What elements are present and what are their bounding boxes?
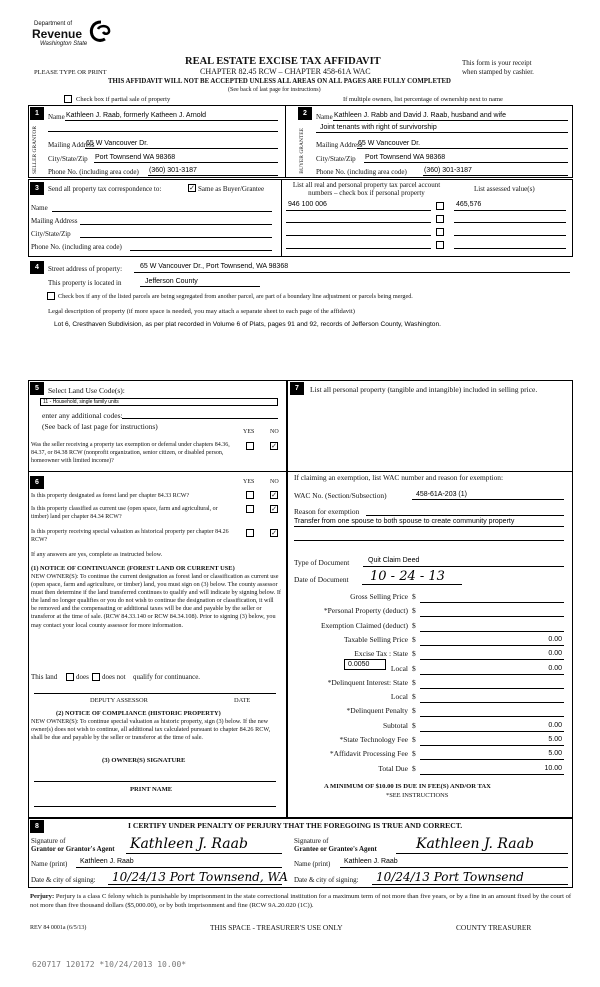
grantee-mailing-value[interactable]: 65 W Vancouver Dr. xyxy=(358,140,421,147)
fee-row xyxy=(296,721,564,732)
fee-row xyxy=(296,764,564,775)
same-as-buyer-label: Same as Buyer/Grantee xyxy=(198,185,265,193)
fee-label: Subtotal xyxy=(382,720,408,730)
s6-if-yes: If any answers are yes, complete as instructed below. xyxy=(31,551,163,558)
dollar-sign: $ xyxy=(412,663,416,673)
fee-field[interactable] xyxy=(420,774,564,775)
doc-date-line xyxy=(362,584,462,585)
fee-field[interactable] xyxy=(420,602,564,603)
section-6-badge: 6 xyxy=(30,476,44,489)
deputy-date-label: DATE xyxy=(234,697,251,704)
section-8-badge: 8 xyxy=(30,820,44,833)
s5-yes-header: YES xyxy=(243,429,255,435)
parcel-4-personal-checkbox[interactable] xyxy=(436,241,444,249)
dollar-sign: $ xyxy=(412,620,416,630)
reason-line-3 xyxy=(294,540,564,541)
s6-no-header: NO xyxy=(270,479,279,485)
dollar-sign: $ xyxy=(412,749,416,759)
parcel-3-line xyxy=(286,235,431,236)
fee-field[interactable] xyxy=(420,759,564,760)
fee-field[interactable] xyxy=(420,674,564,675)
print-name-label: PRINT NAME xyxy=(130,786,173,793)
dollar-sign: $ xyxy=(412,706,416,716)
fee-row xyxy=(296,749,564,760)
fee-value: 10.00 xyxy=(544,764,562,772)
s6-forest-yes[interactable] xyxy=(246,491,254,499)
local-rate-box[interactable] xyxy=(344,659,386,670)
perjury-text: Perjury is a class C felony which is punishable by imprisonment in the state correctional institution for a maximum term of not more than five years, or by a fine in an amount fixed by the court of not more than five thousand dollars ($5,000.00), or by both imprisonment and fine (RCW 9A.20.020 (1C)). xyxy=(30,893,572,909)
located-in-label: This property is located in xyxy=(48,279,122,287)
land-use-selected: 11 - Household, single family units xyxy=(43,399,119,405)
s6-notice1-title: (1) NOTICE OF CONTINUANCE (FOREST LAND OR CURRENT USE) xyxy=(31,565,235,572)
additional-codes-line xyxy=(122,418,278,419)
grantor-phone-line xyxy=(148,175,278,176)
seller-grantor-label: SELLER GRANTOR xyxy=(32,126,38,175)
section-5-badge: 5 xyxy=(30,382,44,395)
s6-current-use-no[interactable]: ✓ xyxy=(271,505,277,513)
s3-phone-label: Phone No. (including area code) xyxy=(31,243,122,251)
street-address-line xyxy=(134,272,570,273)
see-back-line: (See back of last page for instructions) xyxy=(228,87,321,93)
fee-label: Excise Tax : State xyxy=(354,649,408,659)
s3-city-label: City/State/Zip xyxy=(31,230,71,238)
grantor-date-label: Date & city of signing: xyxy=(31,876,96,884)
grantor-name-value[interactable]: Kathleen J. Raab, formerly Katheen J. Arnold xyxy=(66,112,207,119)
dor-swirl-icon xyxy=(88,20,114,44)
fee-label: *State Technology Fee xyxy=(339,735,408,744)
grantee-sig-label-2: Grantee or Grantee's Agent xyxy=(294,845,377,853)
fee-row xyxy=(296,735,564,746)
s6-notice1-body: NEW OWNER(S): To continue the current designation as forest land or classification as current use (open space, farm and agriculture, or timber) land, you must sign on (3) below. The county assessor must then determine if the land transferred continues to qualify and will indicate by signing below. If the land no longer qualifies or you do not wish to continue the designation or classification, it will be removed and the compensating or additional taxes will be due and payable by the seller or transferor at the time of sale. (RCW 84.33.140 or RCW 84.34.108). Prior to signing (3) below, you may contact your local county assessor for more information. xyxy=(31,573,281,629)
grantor-mailing-value[interactable]: 65 W Vancouver Dr. xyxy=(86,140,149,147)
wac-label: WAC No. (Section/Subsection) xyxy=(294,491,387,500)
section-7-badge: 7 xyxy=(290,382,304,395)
grantee-sig-label-1: Signature of xyxy=(294,837,329,845)
exemption-label: If claiming an exemption, list WAC number and reason for exemption: xyxy=(294,473,504,482)
grantee-name-value[interactable]: Kathleen J. Rabb and David J. Raab, husband and wife xyxy=(334,112,507,119)
fee-label: *Delinquent Penalty xyxy=(346,706,408,716)
grantee-name-print[interactable]: Kathleen J. Raab xyxy=(344,858,398,865)
owner-signature-label: (3) OWNER(S) SIGNATURE xyxy=(102,757,186,764)
s3-mailing-line xyxy=(80,224,272,225)
fee-field[interactable] xyxy=(420,745,564,746)
fee-value: 0.00 xyxy=(548,650,562,658)
section-1-badge: 1 xyxy=(30,107,44,120)
certify-line: I CERTIFY UNDER PENALTY OF PERJURY THAT THE FOREGOING IS TRUE AND CORRECT. xyxy=(128,821,463,830)
fee-row xyxy=(296,692,564,703)
wac-line xyxy=(412,499,564,500)
grantor-sig-line xyxy=(126,853,282,854)
doc-type-label: Type of Document xyxy=(294,558,350,567)
s3-phone-line xyxy=(130,250,272,251)
grantee-name-value-2[interactable]: Joint tenants with right of survivorship xyxy=(320,124,437,131)
same-as-buyer-checkbox[interactable]: ✓ xyxy=(189,184,195,192)
grantor-city-value[interactable]: Port Townsend WA 98368 xyxy=(95,154,176,161)
section-4-badge: 4 xyxy=(30,261,44,274)
partial-sale-label: Check box if partial sale of property xyxy=(76,96,171,103)
s5-see-back: (See back of last page for instructions) xyxy=(42,422,158,431)
print-note: PLEASE TYPE OR PRINT xyxy=(34,69,107,76)
assessed-1-value[interactable]: 465,576 xyxy=(456,201,482,208)
deputy-sig-line xyxy=(34,693,276,694)
fee-value: 5.00 xyxy=(548,750,562,758)
owner-sig-line xyxy=(34,781,276,782)
grantee-city-value[interactable]: Port Townsend WA 98368 xyxy=(365,154,446,161)
grantor-signature[interactable]: Kathleen J. Raab xyxy=(130,836,248,852)
dollar-sign: $ xyxy=(412,735,416,744)
grantor-sig-label-2: Grantor or Grantor's Agent xyxy=(31,845,115,853)
parcel-2-line xyxy=(286,222,431,223)
reason-line-2 xyxy=(294,526,564,527)
fee-value: 0.00 xyxy=(548,721,562,729)
grantee-mailing-line xyxy=(357,148,568,149)
s5-exemption-question: Was the seller receiving a property tax exemption or deferral under chapters 84.36, 84.37, or 84.38 RCW (nonprofit organization, senior citizen, or disabled person, homeowner with limited income)? xyxy=(31,442,230,464)
warning-line: THIS AFFIDAVIT WILL NOT BE ACCEPTED UNLESS ALL AREAS ON ALL PAGES ARE FULLY COMPLETED xyxy=(108,78,451,85)
treasurer-space: THIS SPACE - TREASURER'S USE ONLY xyxy=(210,923,343,932)
grantee-phone-line xyxy=(423,175,568,176)
receipt-line-2: when stamped by cashier. xyxy=(462,68,534,76)
buyer-grantee-label: BUYER GRANTEE xyxy=(299,128,305,174)
grantee-phone-label: Phone No. (including area code) xyxy=(316,168,407,176)
fee-row xyxy=(296,706,564,717)
assessed-header: List assessed value(s) xyxy=(474,185,535,193)
legal-description-value[interactable]: Lot 6, Cresthaven Subdivision, as per plat recorded in Volume 6 of Plats, pages 91 and 92, records of Jefferson County, Washington. xyxy=(54,321,441,328)
fee-field[interactable] xyxy=(420,631,564,632)
grantee-date-city[interactable]: 10/24/13 Port Townsend xyxy=(376,870,524,884)
fee-field[interactable] xyxy=(420,645,564,646)
fee-row xyxy=(296,635,564,646)
grantor-name-label: Name xyxy=(48,113,65,121)
parcel-2-personal-checkbox[interactable] xyxy=(436,215,444,223)
dollar-sign: $ xyxy=(412,606,416,616)
wac-value[interactable]: 458-61A-203 (1) xyxy=(416,491,467,498)
land-does-not-label: does not xyxy=(102,673,126,681)
fee-label: Exemption Claimed (deduct) xyxy=(320,620,408,630)
fee-field[interactable] xyxy=(420,702,564,703)
s3-name-label: Name xyxy=(31,204,48,212)
grantee-sig-line xyxy=(396,853,568,854)
grantor-name-print-label: Name (print) xyxy=(31,860,68,868)
s6-yes-header: YES xyxy=(243,479,255,485)
grantor-mailing-line xyxy=(85,148,278,149)
doc-date-value[interactable]: 10 - 24 - 13 xyxy=(370,569,445,584)
send-correspondence-label: Send all property tax correspondence to: xyxy=(48,185,162,193)
county-treasurer: COUNTY TREASURER xyxy=(456,923,532,932)
assessed-3-line xyxy=(454,235,566,236)
parcel-1-value[interactable]: 946 100 006 xyxy=(288,201,327,208)
fee-row xyxy=(296,678,564,689)
grantor-name-print-line xyxy=(76,867,282,868)
reason-value[interactable]: Transfer from one spouse to both spouse to create community property xyxy=(294,518,515,525)
dollar-sign: $ xyxy=(412,692,416,702)
fee-field[interactable] xyxy=(420,659,564,660)
print-name-line xyxy=(34,806,276,807)
fee-row xyxy=(296,592,564,603)
fee-row xyxy=(296,621,564,632)
located-in-line xyxy=(140,286,260,287)
fee-label: Total Due xyxy=(378,763,408,773)
parcel-header: List all real and personal property tax parcel account numbers – check box if personal property xyxy=(292,181,441,197)
s6-forest-no[interactable]: ✓ xyxy=(271,491,277,499)
fee-value: 0.00 xyxy=(548,635,562,643)
s6-historic-no[interactable]: ✓ xyxy=(271,529,277,537)
grantee-phone-value[interactable]: (360) 301-3187 xyxy=(424,167,472,174)
dollar-sign: $ xyxy=(412,677,416,687)
grantee-name-line-2 xyxy=(316,132,568,133)
segregated-checkbox[interactable] xyxy=(47,292,55,300)
grantor-name-print[interactable]: Kathleen J. Raab xyxy=(80,858,134,865)
minimum-fee-note: A MINIMUM OF $10.00 IS DUE IN FEE(S) AND/OR TAX xyxy=(324,783,491,790)
grantor-sig-label-1: Signature of xyxy=(31,837,66,845)
fee-label: *Personal Property (deduct) xyxy=(323,606,408,616)
chapter-line: CHAPTER 82.45 RCW – CHAPTER 458-61A WAC xyxy=(200,67,371,76)
segregated-label: Check box if any of the listed parcels are being segregated from another parcel, are part of a boundary line adjustment or parcels being merged. xyxy=(58,293,413,300)
s6-historic-question: Is this property receiving special valuation as historical property per chapter 84.26 RCW? xyxy=(31,529,229,543)
fee-label: Gross Selling Price xyxy=(350,592,408,601)
fee-row xyxy=(296,664,564,675)
grantor-city-label: City/State/Zip xyxy=(48,155,88,163)
street-address-value[interactable]: 65 W Vancouver Dr., Port Townsend, WA 98368 xyxy=(140,263,289,270)
multiple-owners-note: If multiple owners, list percentage of ownership next to name xyxy=(343,96,503,103)
grantee-name-print-label: Name (print) xyxy=(294,860,331,868)
grantee-name-print-line xyxy=(340,867,568,868)
dollar-sign: $ xyxy=(412,634,416,644)
parcel-1-personal-checkbox[interactable] xyxy=(436,202,444,210)
parcel-1-line xyxy=(286,210,431,211)
land-does-not-checkbox[interactable] xyxy=(92,673,100,681)
assessed-1-line xyxy=(454,210,566,211)
form-title: REAL ESTATE EXCISE TAX AFFIDAVIT xyxy=(185,56,381,67)
land-does-label: does xyxy=(76,673,89,681)
dollar-sign: $ xyxy=(412,720,416,730)
dollar-sign: $ xyxy=(412,592,416,601)
personal-property-label: List all personal property (tangible and intangible) included in selling price. xyxy=(310,385,538,394)
grantor-name-line-2 xyxy=(48,131,278,132)
washington-state-text: Washington State xyxy=(40,41,88,47)
land-use-label: Select Land Use Code(s): xyxy=(48,386,125,395)
grantor-name-line xyxy=(65,120,278,121)
reason-line xyxy=(366,515,564,516)
dept-of-text: Department of xyxy=(34,21,73,27)
land-does-checkbox[interactable] xyxy=(66,673,74,681)
fee-field[interactable] xyxy=(420,616,564,617)
fee-value: 0.00 xyxy=(548,664,562,672)
s6-current-use-yes[interactable] xyxy=(246,505,254,513)
doc-type-value[interactable]: Quit Claim Deed xyxy=(368,557,420,564)
grantee-name-label: Name xyxy=(316,113,333,121)
parcel-3-personal-checkbox[interactable] xyxy=(436,228,444,236)
grantor-city-line xyxy=(94,162,278,163)
grantor-phone-value[interactable]: (360) 301-3187 xyxy=(149,167,197,174)
grantor-mailing-label: Mailing Address xyxy=(48,141,95,149)
s3-city-line xyxy=(80,237,272,238)
this-land-label: This land xyxy=(31,673,58,681)
assessed-4-line xyxy=(454,248,566,249)
local-rate-value: 0.0050 xyxy=(348,661,370,668)
perjury-label: Perjury: xyxy=(30,893,55,900)
legal-description-label: Legal description of property (if more space is needed, you may attach a separate sheet to each page of the affidavit) xyxy=(48,308,355,315)
located-in-value[interactable]: Jefferson County xyxy=(145,278,198,285)
dollar-sign: $ xyxy=(412,649,416,659)
fee-field[interactable] xyxy=(420,716,564,717)
fee-row xyxy=(296,606,564,617)
section-3-badge: 3 xyxy=(30,182,44,195)
dor-logo xyxy=(32,18,122,56)
s3-mailing-label: Mailing Address xyxy=(31,217,78,225)
qualify-label: qualify for continuance. xyxy=(133,673,201,681)
grantor-date-line xyxy=(108,884,282,885)
land-use-select[interactable] xyxy=(40,398,278,406)
section-6-box xyxy=(28,472,287,818)
street-address-label: Street address of property: xyxy=(48,265,123,273)
parcel-4-line xyxy=(286,248,431,249)
s5-no-checkbox[interactable]: ✓ xyxy=(271,442,277,450)
reason-label: Reason for exemption xyxy=(294,507,360,516)
grantee-date-label: Date & city of signing: xyxy=(294,876,359,884)
revenue-text: Revenue xyxy=(32,27,83,41)
fee-field[interactable] xyxy=(420,688,564,689)
s3-name-line xyxy=(52,211,272,212)
see-instructions-note: *SEE INSTRUCTIONS xyxy=(386,792,449,799)
receipt-line-1: This form is your receipt xyxy=(462,59,532,67)
grantee-signature[interactable]: Kathleen J. Raab xyxy=(416,836,534,852)
grantee-city-label: City/State/Zip xyxy=(316,155,356,163)
assessed-2-line xyxy=(454,222,566,223)
s6-historic-yes[interactable] xyxy=(246,529,254,537)
s5-yes-checkbox[interactable] xyxy=(246,442,254,450)
cashier-stamp: 620717 120172 *10/24/2013 10.00* xyxy=(32,960,187,969)
rev-number: REV 84 0001a (6/5/13) xyxy=(30,925,87,931)
s5-no-header: NO xyxy=(270,429,279,435)
grantee-date-line xyxy=(372,884,568,885)
grantee-mailing-label: Mailing Address xyxy=(316,141,363,149)
fee-value: 5.00 xyxy=(548,736,562,743)
fee-label: Local xyxy=(390,692,408,702)
s6-notice2-title: (2) NOTICE OF COMPLIANCE (HISTORIC PROPERTY) xyxy=(56,710,221,717)
s6-forest-question: Is this property designated as forest land per chapter 84.33 RCW? xyxy=(31,493,190,499)
doc-date-label: Date of Document xyxy=(294,575,349,584)
doc-type-line xyxy=(363,566,564,567)
fee-field[interactable] xyxy=(420,731,564,732)
perjury-notice xyxy=(30,893,572,910)
grantor-date-city[interactable]: 10/24/13 Port Townsend, WA xyxy=(112,870,288,884)
s6-notice2-body: NEW OWNER(S): To continue special valuation as historic property, sign (3) below. If the new owner(s) does not wish to continue, all additional tax calculated pursuant to chapter 84.26 RCW, shall be due and payable by the seller or transferor at the time of sale. xyxy=(31,718,271,742)
fee-label: Taxable Selling Price xyxy=(343,634,408,644)
s6-current-use-question: Is this property classified as current use (open space, farm and agricultural, or timber) land per chapter 84.34 RCW? xyxy=(31,506,218,520)
additional-codes-label: enter any additional codes: xyxy=(42,411,123,420)
fee-label: *Delinquent Interest: State xyxy=(327,677,408,687)
fee-label: Local xyxy=(390,663,408,673)
fee-label: *Affidavit Processing Fee xyxy=(329,749,408,759)
grantee-city-line xyxy=(364,162,568,163)
grantor-phone-label: Phone No. (including area code) xyxy=(48,168,139,176)
fee-row xyxy=(296,649,564,660)
partial-sale-checkbox[interactable] xyxy=(64,95,72,103)
grantee-name-line xyxy=(333,120,568,121)
section-2-badge: 2 xyxy=(298,107,312,120)
deputy-assessor-label: DEPUTY ASSESSOR xyxy=(90,697,148,704)
section-divider xyxy=(285,105,286,178)
dollar-sign: $ xyxy=(412,763,416,773)
section-3-divider xyxy=(281,179,282,257)
